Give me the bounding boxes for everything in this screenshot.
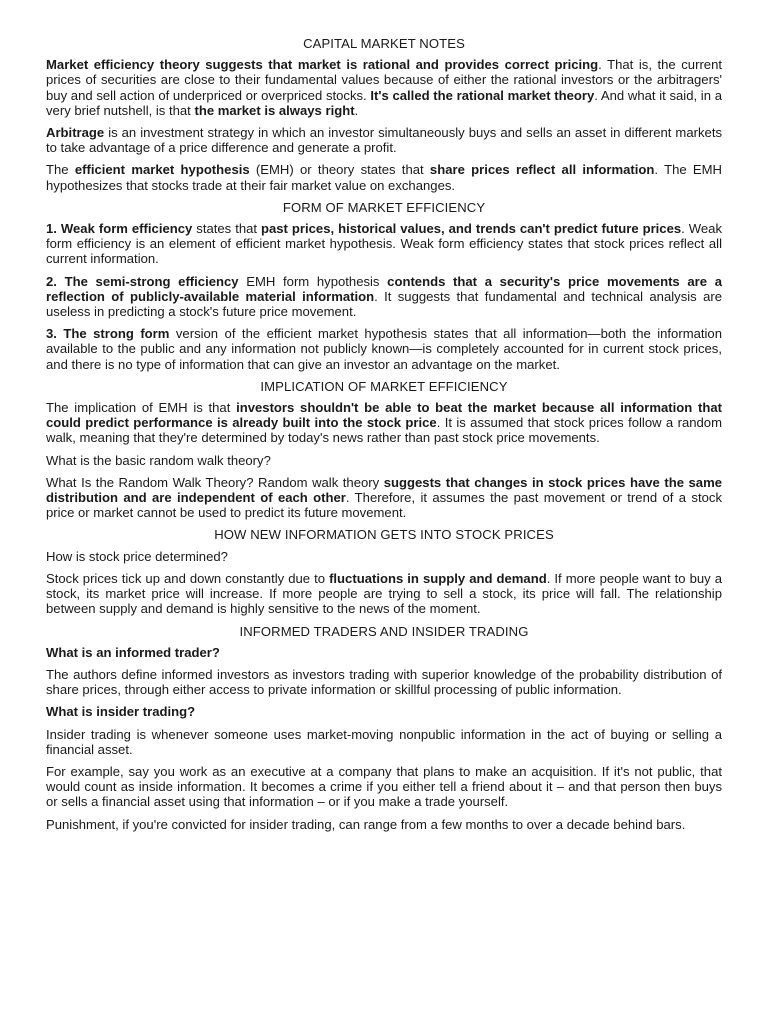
text-run: . The EMH hypothesizes that stocks trade at their fair market value on exchanges.	[46, 162, 723, 193]
text-run: . Weak form efficiency is an element of efficient market hypothesis. Weak form efficiency states that stock prices reflect all current information.	[46, 221, 722, 267]
section-heading-implication: IMPLICATION OF MARKET EFFICIENCY	[260, 378, 508, 394]
text-run: is an investment strategy in which an investor simultaneously buys and sells an asset in different markets to take advantage of a price difference and generate a profit.	[46, 125, 722, 156]
paragraph-informed-trader: The authors define informed investors as investors trading with superior knowledge of the probability distribution of share prices, through either access to private information or skillful processing of public information.	[46, 666, 722, 698]
section-heading-new-information: HOW NEW INFORMATION GETS INTO STOCK PRICES	[214, 527, 554, 543]
bold-text-run: Arbitrage	[46, 125, 105, 141]
bold-text-run: 3. The strong form	[46, 326, 170, 342]
text-run: .	[354, 102, 359, 118]
bold-text-run: efficient market hypothesis	[74, 162, 250, 178]
text-run: version of the efficient market hypothesis states that all information—both the information available to the public and any information not publicly known—is completely accounted for in current stock prices, and there is no type of information that can give an investor an advantage on the market.	[46, 326, 722, 372]
question-random-walk: What is the basic random walk theory?	[46, 452, 271, 468]
bold-text-run: investors shouldn't be able to beat the market because all information that could predict performance is already built into the stock price	[46, 400, 722, 431]
bold-text-run: It's called the rational market theory	[370, 87, 595, 103]
paragraph-example: For example, say you work as an executive at a company that plans to make an acquisition. If it's not public, that would count as inside information. It becomes a crime if you either tell a friend about it – and that person then buys or sells a financial asset using that information – or if you make a trade yourself.	[46, 763, 722, 810]
bold-text-run: 1. Weak form efficiency	[46, 221, 193, 237]
question-insider-trading: What is insider trading?	[46, 704, 196, 720]
paragraph-insider-trading: Insider trading is whenever someone uses market-moving nonpublic information in the act of buying or selling a financial asset.	[46, 726, 722, 757]
paragraph-strong-form	[46, 326, 722, 372]
paragraph-emh	[46, 162, 722, 192]
paragraph-random-walk	[46, 475, 722, 521]
bold-text-run: the market is always right	[194, 102, 355, 118]
page-title: CAPITAL MARKET NOTES	[303, 36, 465, 51]
paragraph-semi-strong-form	[46, 274, 722, 320]
bold-text-run: past prices, historical values, and trends can't predict future prices	[261, 221, 682, 237]
bold-text-run: Market efficiency theory suggests that market is rational and provides correct pricing	[46, 57, 599, 73]
bold-text-run: fluctuations in supply and demand	[329, 570, 547, 586]
bold-text-run: suggests that changes in stock prices have the same distribution and are independent of each other	[46, 474, 722, 506]
question-informed-trader: What is an informed trader?	[46, 644, 220, 660]
paragraph-implication	[46, 400, 722, 446]
text-run: . Therefore, it assumes the past movement or trend of a stock price or market cannot be used to predict its future movement.	[46, 490, 722, 521]
text-run: What Is the Random Walk Theory? Random walk theory	[46, 474, 384, 490]
paragraph-supply-demand	[46, 571, 722, 617]
text-run: . If more people want to buy a stock, its market price will increase. If more people are trying to sell a stock, its price will fall. The relationship between supply and demand is highly sensitive to the news of the moment.	[46, 570, 722, 617]
paragraph-market-efficiency	[46, 57, 722, 118]
text-run: Stock prices tick up and down constantly due to	[46, 570, 330, 586]
question-stock-price: How is stock price determined?	[46, 548, 228, 564]
section-heading-forms: FORM OF MARKET EFFICIENCY	[282, 199, 486, 215]
section-heading-informed-traders: INFORMED TRADERS AND INSIDER TRADING	[239, 623, 529, 639]
bold-text-run: 2. The semi-strong efficiency	[46, 273, 239, 289]
text-run: . And what it said, in a very brief nutshell, is that	[46, 87, 722, 118]
bold-text-run: share prices reflect all information	[429, 162, 655, 178]
text-run: . That is, the current prices of securities are close to their fundamental values because of either the rational investors or the arbitragers' buy and sell action of underpriced or overpriced stocks.	[46, 57, 723, 103]
text-run: The	[46, 162, 75, 178]
bold-text-run: contends that a security's price movements are a reflection of publicly-available material information	[46, 273, 723, 304]
text-run: The implication of EMH is that	[46, 400, 237, 416]
text-run: states that	[192, 221, 261, 237]
paragraph-arbitrage	[46, 125, 722, 155]
text-run: . It is assumed that stock prices follow a random walk, meaning that they're determined by today's news rather than past stock price movements.	[46, 415, 722, 446]
text-run: (EMH) or theory states that	[249, 162, 430, 178]
text-run: EMH form hypothesis	[238, 273, 388, 289]
paragraph-weak-form	[46, 221, 722, 267]
text-run: . It suggests that fundamental and technical analysis are useless in predicting a stock's future price movement.	[46, 288, 722, 320]
paragraph-punishment: Punishment, if you're convicted for insider trading, can range from a few months to over a decade behind bars.	[46, 816, 686, 832]
